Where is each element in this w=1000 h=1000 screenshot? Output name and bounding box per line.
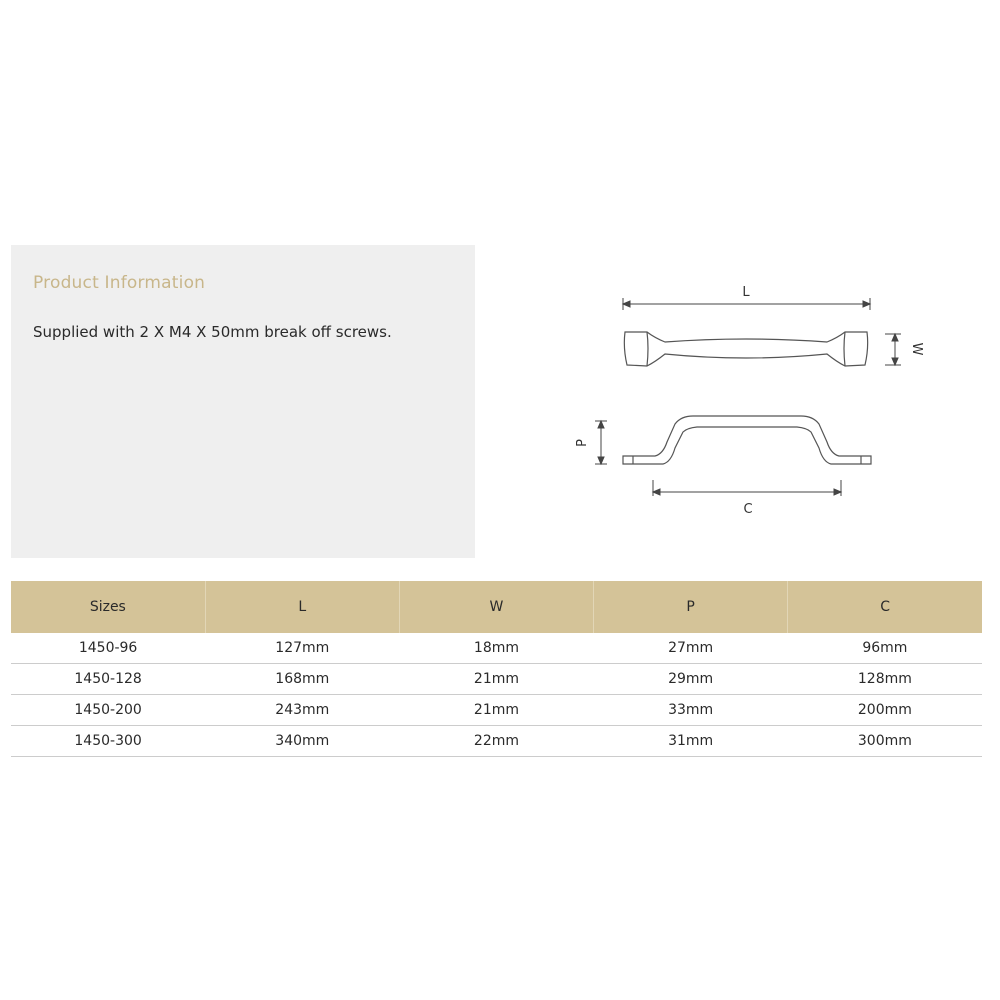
cell-p: 33mm xyxy=(594,695,788,726)
cell-l: 243mm xyxy=(205,695,399,726)
cell-w: 21mm xyxy=(399,695,593,726)
handle-dimension-diagram xyxy=(575,270,955,530)
cell-size: 1450-300 xyxy=(11,726,205,757)
cell-c: 128mm xyxy=(788,664,982,695)
cell-l: 127mm xyxy=(205,633,399,664)
cell-p: 29mm xyxy=(594,664,788,695)
cell-p: 31mm xyxy=(594,726,788,757)
cell-p: 27mm xyxy=(594,633,788,664)
cell-w: 21mm xyxy=(399,664,593,695)
table-row xyxy=(11,633,982,664)
cell-c: 96mm xyxy=(788,633,982,664)
header-l: L xyxy=(205,581,399,633)
cell-l: 340mm xyxy=(205,726,399,757)
label-l: L xyxy=(742,285,750,300)
table-row xyxy=(11,695,982,726)
handle-top-view xyxy=(624,332,867,366)
product-info-title: Product Information xyxy=(33,273,206,293)
size-specification-table xyxy=(11,581,982,757)
cell-size: 1450-128 xyxy=(11,664,205,695)
header-c: C xyxy=(788,581,982,633)
table-row xyxy=(11,726,982,757)
cell-size: 1450-200 xyxy=(11,695,205,726)
cell-size: 1450-96 xyxy=(11,633,205,664)
cell-c: 200mm xyxy=(788,695,982,726)
header-sizes: Sizes xyxy=(11,581,205,633)
cell-w: 22mm xyxy=(399,726,593,757)
label-p: P xyxy=(575,439,590,447)
cell-c: 300mm xyxy=(788,726,982,757)
product-info-text: Supplied with 2 X M4 X 50mm break off screws. xyxy=(33,323,392,341)
center-dimension xyxy=(653,480,841,496)
cell-l: 168mm xyxy=(205,664,399,695)
table-header-row xyxy=(11,581,982,633)
header-p: P xyxy=(594,581,788,633)
label-c: C xyxy=(743,502,753,517)
table-row xyxy=(11,664,982,695)
label-w: W xyxy=(909,342,924,356)
handle-side-view xyxy=(623,416,871,464)
projection-dimension xyxy=(595,421,607,464)
header-w: W xyxy=(399,581,593,633)
product-info-panel xyxy=(11,245,475,558)
cell-w: 18mm xyxy=(399,633,593,664)
width-dimension xyxy=(885,334,901,365)
